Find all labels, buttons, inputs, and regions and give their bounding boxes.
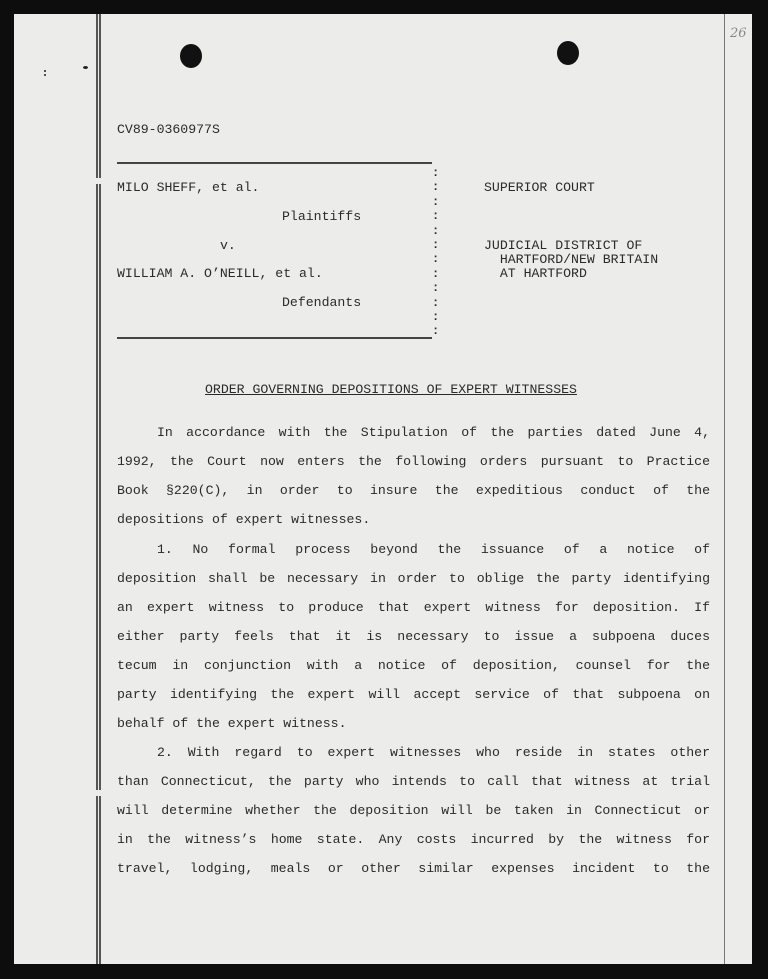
left-margin-rule-inner [99, 14, 101, 964]
handwritten-page-number: 26 [730, 26, 747, 41]
speck-mark [44, 74, 46, 76]
body-line: 1. No formal process beyond the issuance of a notice of [157, 542, 710, 557]
colon: : [432, 166, 440, 180]
body-line: an expert witness to produce that expert witness for deposition. If [117, 600, 710, 615]
left-margin-rule [96, 14, 98, 964]
caption-bottom-rule [117, 337, 432, 339]
district-line: AT HARTFORD [484, 266, 587, 281]
colon: : [432, 209, 440, 224]
district-line: HARTFORD/NEW BRITAIN [484, 252, 659, 267]
body-line: Book §220(C), in order to insure the expeditious conduct of the [117, 483, 710, 498]
colon: : [432, 324, 440, 339]
right-margin-rule [724, 14, 725, 964]
body-line: 2. With regard to expert witnesses who reside in states other [157, 745, 710, 760]
order-title: ORDER GOVERNING DEPOSITIONS OF EXPERT WITNESSES [205, 382, 577, 397]
body-line: travel, lodging, meals or other similar expenses incident to the [117, 861, 710, 876]
body-line: tecum in conjunction with a notice of deposition, counsel for the [117, 658, 710, 673]
body-line: than Connecticut, the party who intends to call that witness at trial [117, 774, 710, 789]
defendant-name: WILLIAM A. O’NEILL, et al. [117, 266, 323, 281]
plaintiff-name: MILO SHEFF, et al. [117, 180, 260, 195]
colon: : [432, 238, 440, 253]
colon: : [432, 252, 440, 267]
district-line: JUDICIAL DISTRICT OF [484, 238, 643, 253]
body-line: 1992, the Court now enters the following orders pursuant to Practice [117, 454, 710, 469]
colon: : [432, 295, 440, 310]
body-line: depositions of expert witnesses. [117, 512, 371, 527]
caption-colon-column [432, 166, 440, 339]
versus: v. [220, 238, 236, 253]
body-line: behalf of the expert witness. [117, 716, 347, 731]
punch-hole-right [557, 41, 579, 65]
court-name: SUPERIOR COURT [484, 180, 595, 195]
speck-mark [83, 66, 88, 69]
body-line: will determine whether the deposition will be taken in Connecticut or [117, 803, 710, 818]
punch-hole-left [180, 44, 202, 68]
body-line: In accordance with the Stipulation of the parties dated June 4, [157, 425, 710, 440]
colon: : [432, 266, 440, 281]
colon: : [432, 310, 440, 325]
body-line: party identifying the expert will accept service of that subpoena on [117, 687, 710, 702]
rule-gap [94, 790, 102, 796]
caption-top-rule [117, 162, 432, 164]
colon: : [432, 194, 440, 209]
speck-mark [44, 70, 46, 72]
colon: : [432, 281, 440, 296]
plaintiff-role: Plaintiffs [282, 209, 362, 224]
defendant-role: Defendants [282, 295, 362, 310]
body-line: either party feels that it is necessary to issue a subpoena duces [117, 629, 710, 644]
body-line: deposition shall be necessary in order to oblige the party identifying [117, 571, 710, 586]
colon: : [432, 180, 440, 195]
colon: : [432, 223, 440, 238]
body-line: in the witness’s home state. Any costs incurred by the witness for [117, 832, 710, 847]
case-number: CV89-0360977S [117, 122, 220, 137]
rule-gap [94, 178, 102, 184]
